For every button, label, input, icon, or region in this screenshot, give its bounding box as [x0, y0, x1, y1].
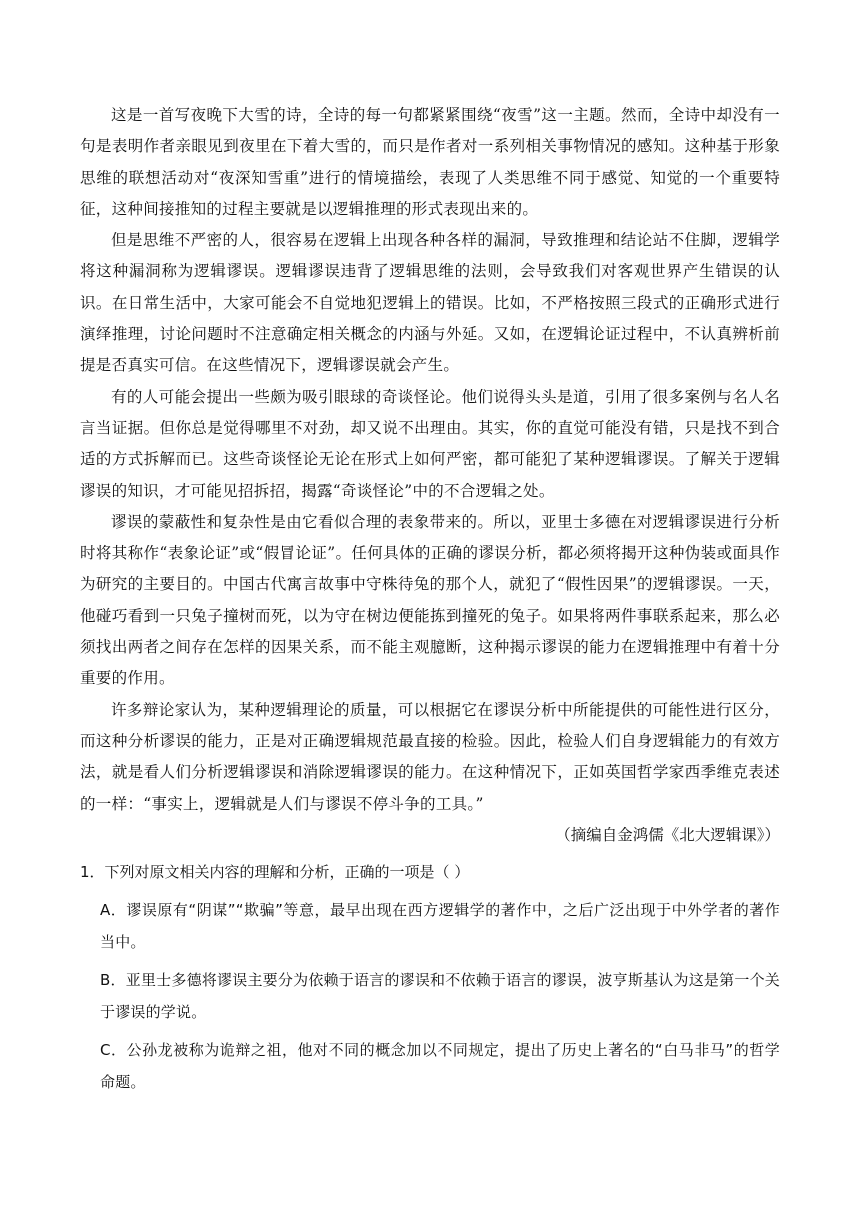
article-paragraph-2: 但是思维不严密的人，很容易在逻辑上出现各种各样的漏洞，导致推理和结论站不住脚，逻辑学将这种漏洞称为逻辑谬误。逻辑谬误违背了逻辑思维的法则，会导致我们对客观世界产生错误的认识。在日常生活中，大家可能会不自觉地犯逻辑上的错误。比如，不严格按照三段式的正确形式进行演绎推理，讨论问题时不注意确定相关概念的内涵与外延。又如，在逻辑论证过程中，不认真辨析前提是否真实可信。在这些情况下，逻辑谬误就会产生。 — [80, 231, 780, 375]
article-body — [80, 100, 780, 851]
option-c: C．公孙龙被称为诡辩之祖，他对不同的概念加以不同规定，提出了历史上著名的“白马非马”的哲学命题。 — [100, 1041, 780, 1092]
article-paragraph-4: 谬误的蒙蔽性和复杂性是由它看似合理的表象带来的。所以，亚里士多德在对逻辑谬误进行分析时将其称作“表象论证”或“假冒论证”。任何具体的正确的谬误分析，都必须将揭开这种伪装或面具作为研究的主要目的。中国古代寓言故事中守株待兔的那个人，就犯了“假性因果”的逻辑谬误。一天，他碰巧看到一只兔子撞树而死，以为守在树边便能拣到撞死的兔子。如果将两件事联系起来，那么必须找出两者之间存在怎样的因果关系，而不能主观臆断，这种揭示谬误的能力在逻辑推理中有着十分重要的作用。 — [80, 512, 780, 688]
question-stem: 1．下列对原文相关内容的理解和分析，正确的一项是（ ） — [80, 863, 470, 882]
option-a: A．谬误原有“阴谋”“欺骗”等意，最早出现在西方逻辑学的著作中，之后广泛出现于中外学者的著作当中。 — [100, 901, 780, 952]
document-page — [80, 100, 780, 1098]
article-paragraph-5: 许多辩论家认为，某种逻辑理论的质量，可以根据它在谬误分析中所能提供的可能性进行区分，而这种分析谬误的能力，正是对正确逻辑规范最直接的检验。因此，检验人们自身逻辑能力的有效方法，就是看人们分析逻辑谬误和消除逻辑谬误的能力。在这种情况下，正如英国哲学家西季维克表述的一样：“事实上，逻辑就是人们与谬误不停斗争的工具。” — [80, 700, 780, 813]
article-source: （摘编自金鸿儒《北大逻辑课》） — [555, 825, 780, 844]
article-paragraph-1: 这是一首写夜晚下大雪的诗，全诗的每一句都紧紧围绕“夜雪”这一主题。然而，全诗中却没有一句是表明作者亲眼见到夜里在下着大雪的，而只是作者对一系列相关事物情况的感知。这种基于形象思维的联想活动对“夜深知雪重”进行的情境描绘，表现了人类思维不同于感觉、知觉的一个重要特征，这种间接推知的过程主要就是以逻辑推理的形式表现出来的。 — [80, 106, 780, 218]
article-paragraph-3: 有的人可能会提出一些颇为吸引眼球的奇谈怪论。他们说得头头是道，引用了很多案例与名人名言当证据。但你总是觉得哪里不对劲，却又说不出理由。其实，你的直觉可能没有错，只是找不到合适的方式拆解而已。这些奇谈怪论无论在形式上如何严密，都可能犯了某种逻辑谬误。了解关于逻辑谬误的知识，才可能见招拆招，揭露“奇谈怪论”中的不合逻辑之处。 — [80, 387, 780, 500]
option-b: B．亚里士多德将谬误主要分为依赖于语言的谬误和不依赖于语言的谬误，波亨斯基认为这是第一个关于谬误的学说。 — [100, 971, 780, 1022]
question-1 — [80, 857, 780, 1098]
